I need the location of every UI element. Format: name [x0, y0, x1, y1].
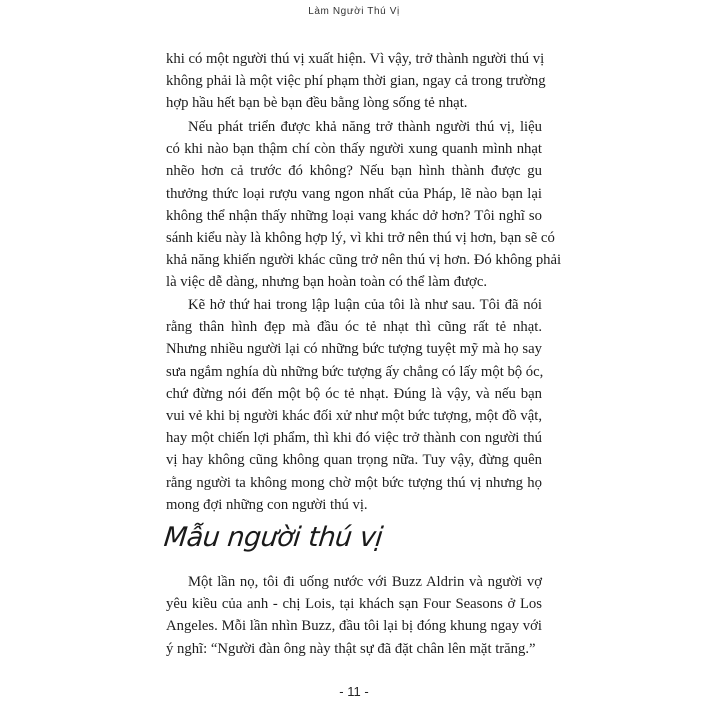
text-line: là việc dễ dàng, nhưng bạn hoàn toàn có thể làm được.: [166, 274, 488, 291]
text-line: sưa ngắm nghía dù những bức tượng ấy chẳng có lấy một bộ óc,: [166, 363, 544, 380]
text-line: sánh kiểu này là không hợp lý, vì khi trở nên thú vị hơn, bạn sẽ có: [166, 230, 555, 247]
text-line: vị hay không cũng không quan trọng nữa. Tuy vậy, đừng quên: [166, 452, 542, 469]
text-line: Kẽ hở thứ hai trong lập luận của tôi là như sau. Tôi đã nói: [188, 297, 542, 313]
paragraph-4: [166, 571, 542, 660]
text-line: không thể nhận thấy những loại vang khác dở hơn? Tôi nghĩ so: [166, 207, 542, 224]
text-line: hay một chiến lợi phẩm, thì khi đó việc trở thành con người thú: [166, 430, 542, 447]
text-line: Một lần nọ, tôi đi uống nước với Buzz Aldrin và người vợ: [188, 574, 542, 590]
text-line: vui vẻ khi bị người khác đối xử như một bức tượng, một đồ vật,: [166, 408, 542, 425]
text-line: khả năng khiến người khác cũng trở nên thú vị hơn. Đó không phải: [166, 252, 562, 269]
text-line: chứ đừng nói đến một bộ óc tẻ nhạt. Đúng là vậy, và nếu bạn: [166, 385, 542, 402]
text-line: có khi nào bạn thậm chí còn thấy người xung quanh mình nhạt: [166, 141, 542, 158]
section-heading: Mẫu người thú vị: [162, 522, 385, 553]
page-number: - 11 -: [339, 684, 369, 699]
paragraph-3: [166, 294, 542, 516]
paragraph-1: [166, 48, 546, 115]
text-line: khi có một người thú vị xuất hiện. Vì vậy, trở thành người thú vị: [166, 51, 545, 67]
text-line: rằng người ta không mong chờ một bức tượng thú vị nhưng họ: [166, 474, 542, 491]
text-line: ý nghĩ: “Người đàn ông này thật sự đã đặt chân lên mặt trăng.”: [166, 640, 536, 657]
text-line: Nhưng nhiều người lại có những bức tượng tuyệt mỹ mà họ say: [166, 341, 542, 358]
text-line: mong đợi những con người thú vị.: [166, 496, 368, 513]
paragraph-2: [166, 116, 562, 294]
text-line: yêu kiều của anh - chị Lois, tại khách sạn Four Seasons ở Los: [166, 596, 542, 613]
text-line: hợp hầu hết bạn bè bạn đều bằng lòng sống tẻ nhạt.: [166, 95, 468, 112]
text-line: Angeles. Mỗi lần nhìn Buzz, đầu tôi lại bị đóng khung ngay với: [166, 618, 542, 635]
text-line: rằng thân hình đẹp mà đầu óc tẻ nhạt thì cũng rất tẻ nhạt.: [166, 319, 542, 336]
text-line: thưởng thức loại rượu vang ngon nhất của Pháp, lẽ nào bạn lại: [166, 185, 542, 202]
running-head: Làm Người Thú Vị: [308, 6, 400, 17]
text-line: không phải là một việc phí phạm thời gian, ngay cả trong trường: [166, 73, 546, 90]
text-line: Nếu phát triển được khả năng trở thành người thú vị, liệu: [188, 119, 542, 135]
text-line: nhẽo hơn cả trước đó không? Nếu bạn hình thành được gu: [166, 163, 542, 180]
